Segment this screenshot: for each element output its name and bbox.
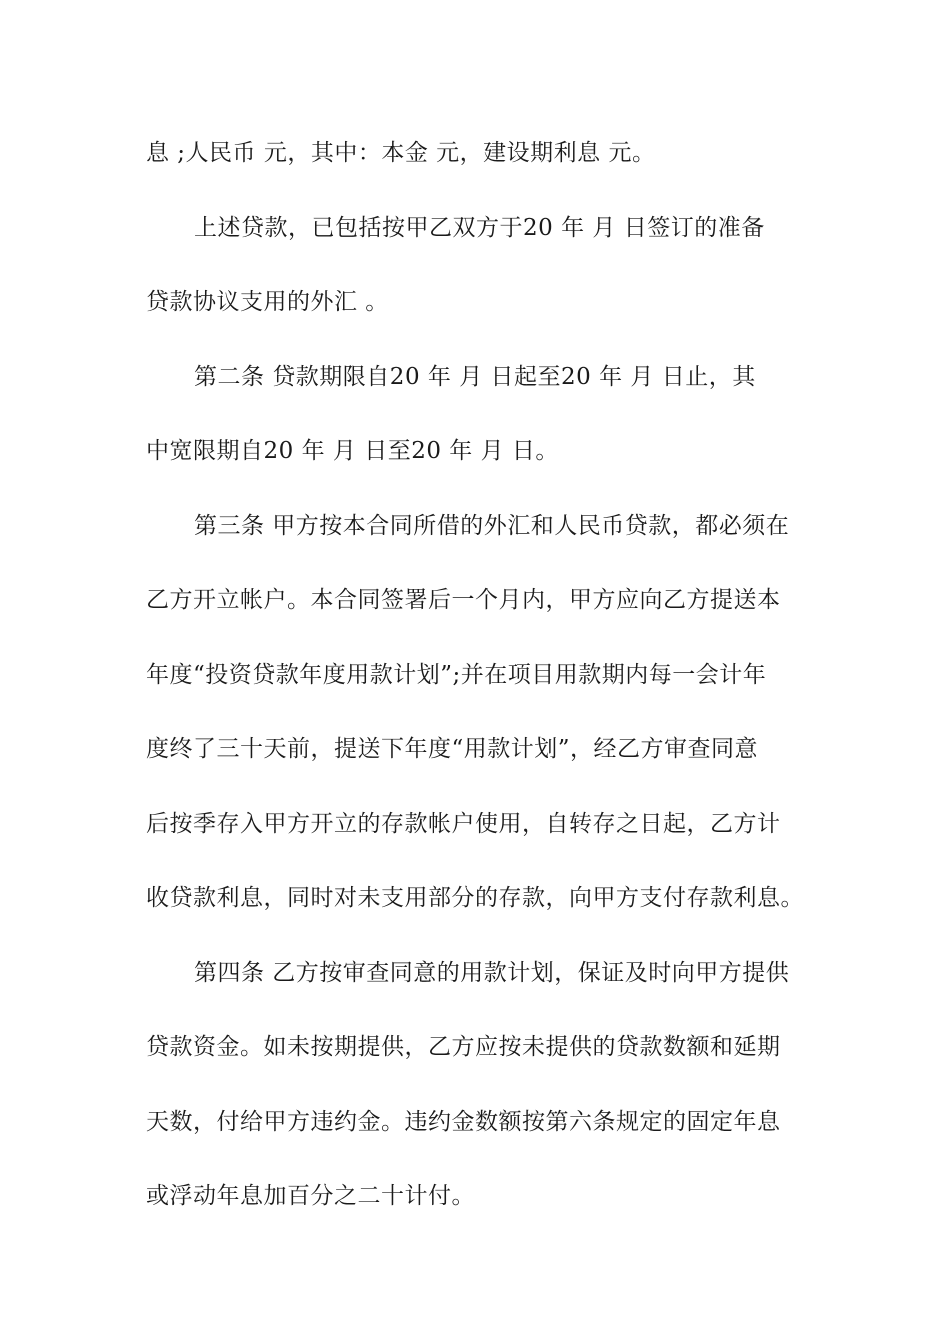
text-line: 或浮动年息加百分之二十计付。 — [146, 1183, 475, 1209]
text-line: 第三条 甲方按本合同所借的外汇和人民币贷款，都必须在 — [194, 512, 790, 539]
document-body — [146, 128, 806, 1246]
text-line: 息 ;人民币 元，其中：本金 元，建设期利息 元。 — [146, 140, 656, 166]
text-line: 贷款协议支用的外汇 。 — [146, 289, 389, 315]
text-line: 中宽限期自20 年 月 日至20 年 月 日。 — [146, 438, 559, 464]
text-line: 天数，付给甲方违约金。违约金数额按第六条规定的固定年息 — [146, 1108, 781, 1135]
text-line: 年度“投资贷款年度用款计划”;并在项目用款期内每一会计年 — [146, 661, 767, 688]
text-line: 后按季存入甲方开立的存款帐户使用，自转存之日起，乙方计 — [146, 810, 781, 837]
text-line: 第二条 贷款期限自20 年 月 日起至20 年 月 日止，其 — [194, 363, 756, 390]
text-line: 贷款资金。如未按期提供，乙方应按未提供的贷款数额和延期 — [146, 1034, 781, 1060]
text-line: 第四条 乙方按审查同意的用款计划，保证及时向甲方提供 — [194, 959, 790, 986]
text-line: 度终了三十天前，提送下年度“用款计划”，经乙方审查同意 — [146, 736, 759, 762]
text-line: 收贷款利息，同时对未支用部分的存款，向甲方支付存款利息。 — [146, 885, 804, 911]
text-line: 乙方开立帐户。本合同签署后一个月内，甲方应向乙方提送本 — [146, 587, 781, 613]
text-line: 上述贷款，已包括按甲乙双方于20 年 月 日签订的准备 — [194, 214, 765, 241]
